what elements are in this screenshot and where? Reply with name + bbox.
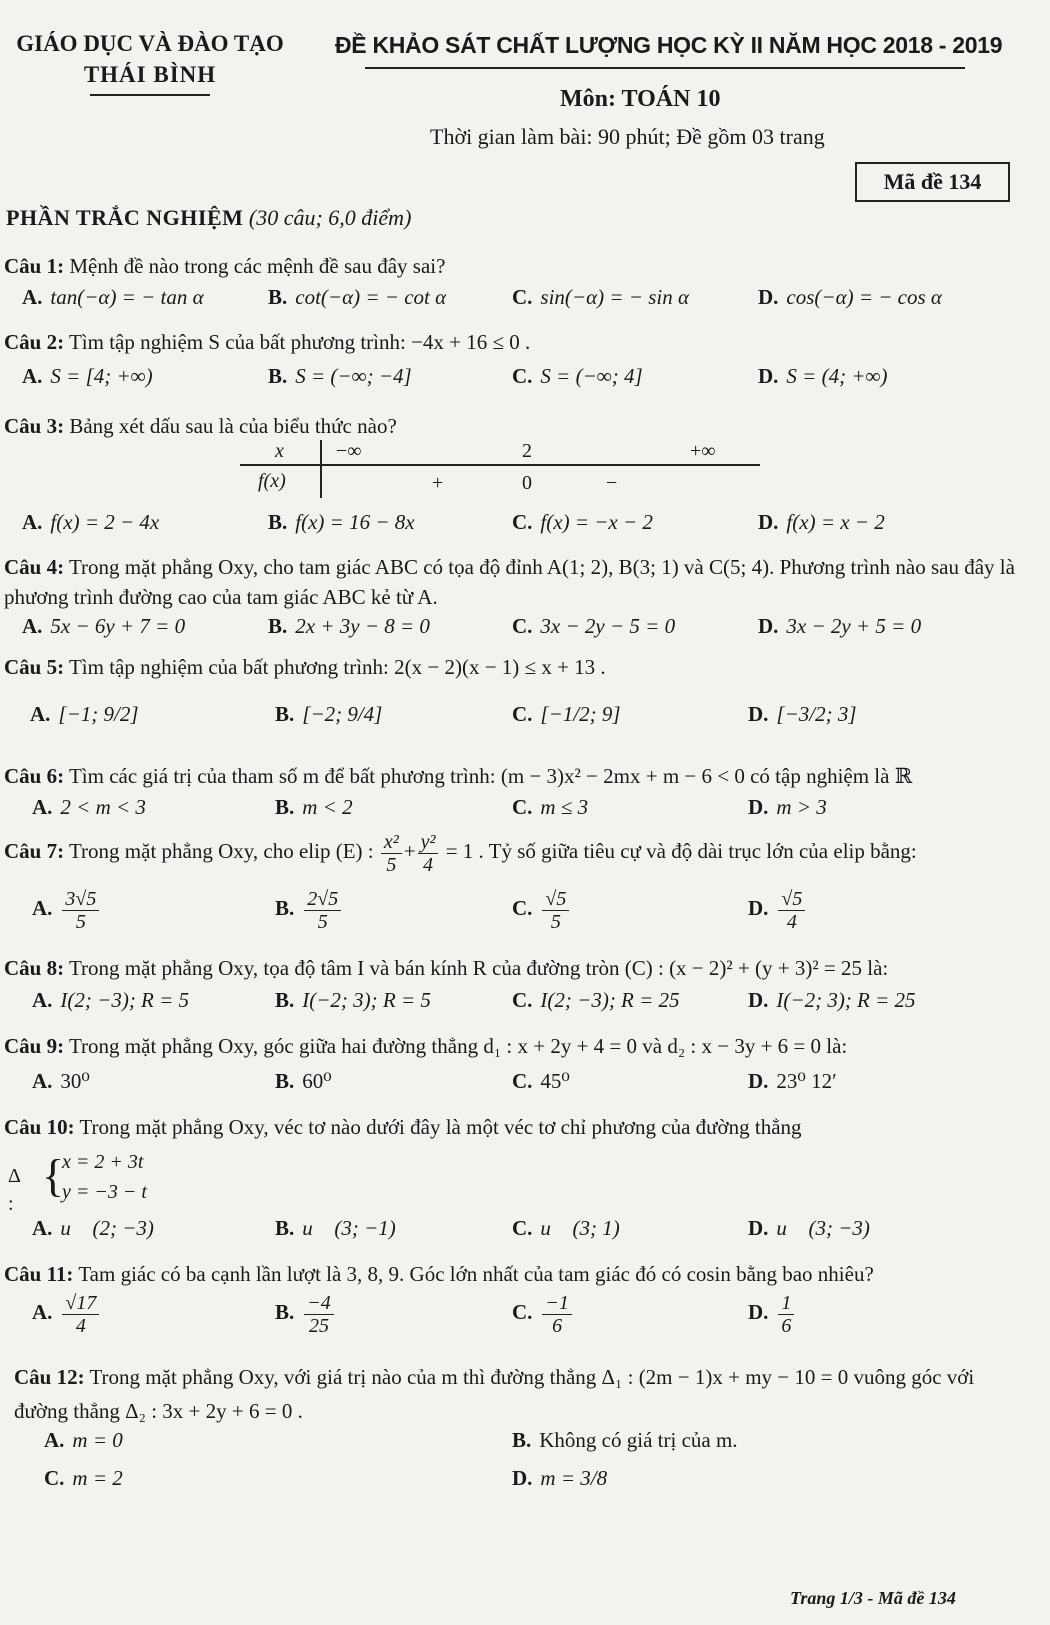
option-c[interactable]: C. 45⁰ [512,1069,570,1093]
option-a[interactable]: A. m = 0 [44,1428,123,1452]
option-b[interactable]: B. $\frac{-4}{25}$ [275,1292,336,1337]
option-a[interactable]: A. f(x) = 2 − 4x [22,510,160,534]
option-d[interactable]: D. [−3/2; 3] [748,702,857,726]
option-d[interactable]: D. m = 3/8 [512,1466,608,1490]
question-2: Câu 2: Tìm tập nghiệm S của bất phương trình: −4x + 16 ≤ 0 . [4,330,531,354]
option-c[interactable]: C. [−1/2; 9] [512,702,621,726]
option-d[interactable]: D. f(x) = x − 2 [758,510,885,534]
question-5: Câu 5: Tìm tập nghiệm của bất phương trình: 2(x − 2)(x − 1) ≤ x + 13 . [4,655,606,679]
section-subtitle: (30 câu; 6,0 điểm) [248,205,412,230]
option-d[interactable]: D. I(−2; 3); R = 25 [748,988,916,1012]
question-9: Câu 9: Trong mặt phẳng Oxy, góc giữa hai đường thẳng d₁ : x + 2y + 4 = 0 và d₂ : x − 3y + 6 = 0 là: [4,1034,848,1058]
option-c[interactable]: C. I(2; −3); R = 25 [512,988,680,1012]
department-header [0,28,300,96]
option-c[interactable]: C. u⃗ (3; 1) [512,1216,620,1240]
brace-icon: { [42,1150,65,1201]
option-c[interactable]: C. $\frac{-1}{6}$ [512,1292,574,1337]
question-text: Mệnh đề nào trong các mệnh đề sau đây sai? [69,254,446,278]
option-a[interactable]: A. S = [4; +∞) [22,364,153,388]
option-a[interactable]: A. $\frac{√17}{4}$ [32,1292,101,1337]
option-d[interactable]: D. m > 3 [748,795,827,819]
option-a[interactable]: A. [−1; 9/2] [30,702,139,726]
question-8: Câu 8: Trong mặt phẳng Oxy, tọa độ tâm I và bán kính R của đường tròn (C) : (x − 2)² + (y + 3)² = 25 là: [4,956,889,980]
option-b[interactable]: B. m < 2 [275,795,353,819]
option-c[interactable]: C. S = (−∞; 4] [512,364,643,388]
question-10: Câu 10: Trong mặt phẳng Oxy, véc tơ nào dưới đây là một véc tơ chỉ phương của đường thẳng [4,1115,802,1139]
option-b[interactable]: B. u⃗ (3; −1) [275,1216,396,1240]
option-b[interactable]: B. $\frac{2√5}{5}$ [275,888,343,933]
section-title [6,205,411,231]
time-info: Thời gian làm bài: 90 phút; Đề gồm 03 trang [430,124,825,149]
exam-title: ĐỀ KHẢO SÁT CHẤT LƯỢNG HỌC KỲ II NĂM HỌC 2018 - 2019 [335,32,1003,58]
question-label: Câu 1: [4,254,65,278]
option-b[interactable]: B. S = (−∞; −4] [268,364,412,388]
option-d[interactable]: D. S = (4; +∞) [758,364,888,388]
option-d[interactable]: D. $\frac{√5}{4}$ [748,888,807,933]
option-b[interactable]: B. [−2; 9/4] [275,702,383,726]
option-d[interactable]: D. u⃗ (3; −3) [748,1216,870,1240]
question-1 [4,252,1034,280]
option-b[interactable]: B. f(x) = 16 − 8x [268,510,415,534]
option-c[interactable]: C. f(x) = −x − 2 [512,510,653,534]
header-divider [90,94,210,96]
page-footer: Trang 1/3 - Mã đề 134 [790,1588,956,1608]
option-b[interactable]: B. 2x + 3y − 8 = 0 [268,614,430,638]
option-b[interactable]: B. Không có giá trị của m. [512,1428,738,1452]
option-a[interactable]: A. tan(−α) = − tan α [22,285,204,309]
department-line2: THÁI BÌNH [83,62,217,87]
department-line1: GIÁO DỤC VÀ ĐÀO TẠO [16,31,284,56]
option-b[interactable]: B. cot(−α) = − cot α [268,285,447,309]
table-vline [320,440,322,498]
title-divider [365,67,965,69]
question-6: Câu 6: Tìm các giá trị của tham số m để bất phương trình: (m − 3)x² − 2mx + m − 6 < 0 có tập nghiệm là ℝ [4,764,913,788]
option-c[interactable]: C. 3x − 2y − 5 = 0 [512,614,676,638]
option-d[interactable]: D. 23⁰ 12′ [748,1069,837,1093]
fraction: $\frac{\text{y²}}{4}$ [418,831,439,876]
option-a[interactable]: A. 30⁰ [32,1069,90,1093]
option-c[interactable]: C. m = 2 [44,1466,123,1490]
section-heading: PHẦN TRẮC NGHIỆM [6,205,244,230]
option-c[interactable]: C. $\frac{√5}{5}$ [512,888,571,933]
option-c[interactable]: C. sin(−α) = − sin α [512,285,689,309]
question-3: Câu 3: Bảng xét dấu sau là của biểu thức nào? [4,414,397,438]
table-hline [240,464,760,466]
option-d[interactable]: D. cos(−α) = − cos α [758,285,942,309]
exam-code-box: Mã đề 134 [855,162,1010,202]
option-a[interactable]: A. 5x − 6y + 7 = 0 [22,614,186,638]
fraction: $\frac{\text{x²}}{5}$ [381,831,402,876]
exam-header [335,32,1025,69]
option-a[interactable]: A. 2 < m < 3 [32,795,146,819]
option-d[interactable]: D. $\frac{1}{6}$ [748,1292,796,1337]
question-12: Câu 12: Trong mặt phẳng Oxy, với giá trị nào của m thì đường thẳng Δ₁ : (2m − 1)x + my − 10 = 0 vuông góc với đường thẳng Δ₂ : 3x + 2y + 6 = 0 . [14,1365,975,1423]
option-a[interactable]: A. I(2; −3); R = 5 [32,988,190,1012]
question-11: Câu 11: Tam giác có ba cạnh lần lượt là 3, 8, 9. Góc lớn nhất của tam giác đó có cosin bằng bao nhiêu? [4,1262,874,1286]
option-b[interactable]: B. 60⁰ [275,1069,332,1093]
option-a[interactable]: A. $\frac{3√5}{5}$ [32,888,101,933]
subject: Môn: TOÁN 10 [560,86,721,112]
question-7: Câu 7: Trong mặt phẳng Oxy, cho elip (E) : $\frac{\text{x²}}{5}$ + $\frac{\text{y²}}{4}$ = 1 . Tỷ số giữa tiêu cự và độ dài trục lớn của elip bằng: [4,830,917,876]
sign-table: x f(x) −∞ 2 +∞ + 0 − [240,440,760,502]
option-d[interactable]: D. 3x − 2y + 5 = 0 [758,614,922,638]
option-a[interactable]: A. u⃗ (2; −3) [32,1216,154,1240]
option-b[interactable]: B. I(−2; 3); R = 5 [275,988,431,1012]
option-c[interactable]: C. m ≤ 3 [512,795,589,819]
question-4: Câu 4: Trong mặt phẳng Oxy, cho tam giác ABC có tọa độ đỉnh A(1; 2), B(3; 1) và C(5; 4). Phương trình nào sau đây là phương trình đường cao của tam giác ABC kẻ từ A. [4,555,1015,609]
